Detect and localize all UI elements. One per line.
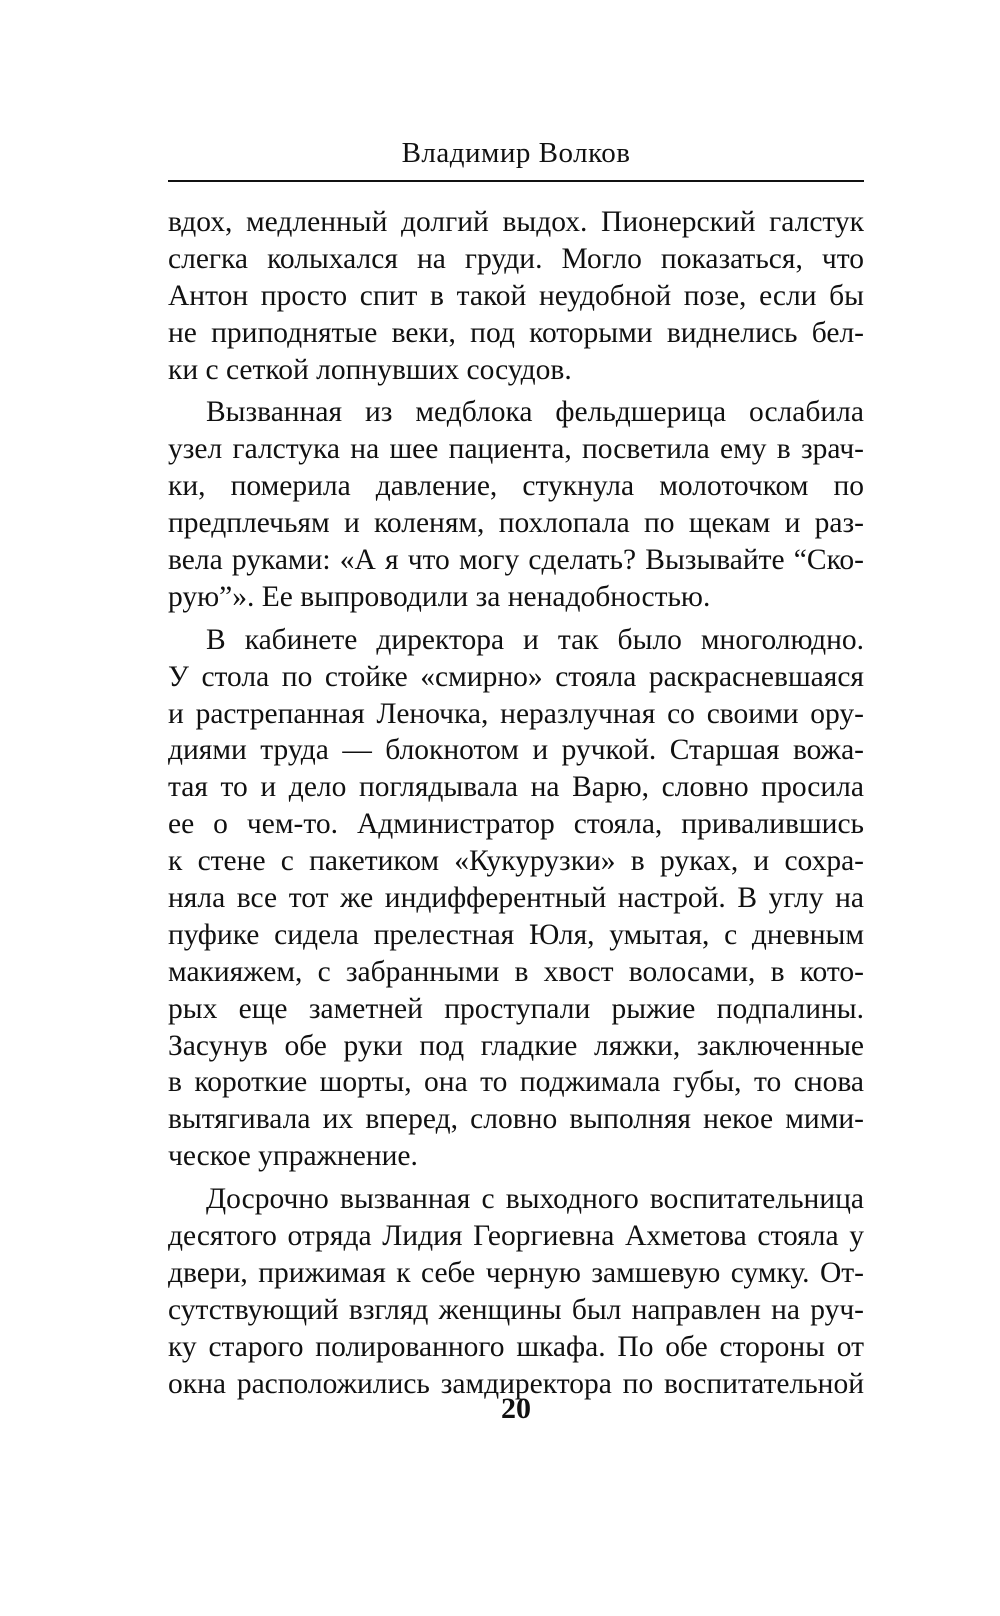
text-line: макияжем, с забранными в хвост волосами, в кото- bbox=[168, 955, 864, 988]
text-line: слегка колыхался на груди. Могло показаться, что bbox=[168, 242, 864, 275]
text-line: к стене с пакетиком «Кукурузки» в руках, и сохра- bbox=[168, 845, 864, 878]
running-head-author: Владимир Волков bbox=[401, 137, 631, 169]
text-line: окна расположились замдиректора по воспитательной bbox=[168, 1367, 864, 1400]
text-line: вытягивала их вперед, словно выполняя некое мими- bbox=[168, 1103, 864, 1136]
text-line: двери, прижимая к себе черную замшевую сумку. От- bbox=[168, 1256, 864, 1289]
text-line: пуфике сидела прелестная Юля, умытая, с дневным bbox=[168, 918, 864, 951]
text-line: ческое упражнение. bbox=[168, 1140, 418, 1173]
text-line: няла все тот же индифферентный настрой. В углу на bbox=[168, 882, 864, 915]
text-line: У стола по стойке «смирно» стояла раскрасневшаяся bbox=[168, 660, 864, 693]
text-line: рую”». Ее выпроводили за ненадобностью. bbox=[168, 580, 711, 613]
text-line: Засунув обе руки под гладкие ляжки, заключенные bbox=[168, 1029, 864, 1062]
text-line: ку старого полированного шкафа. По обе стороны от bbox=[168, 1330, 864, 1363]
text-line: узел галстука на шее пациента, посветила ему в зрач- bbox=[168, 433, 864, 466]
text-line: сутствующий взгляд женщины был направлен на руч- bbox=[168, 1293, 864, 1326]
text-line: вдох, медленный долгий выдох. Пионерский галстук bbox=[168, 206, 864, 238]
text-line: В кабинете директора и так было многолюдно. bbox=[206, 623, 864, 656]
text-line: Досрочно вызванная с выходного воспитательница bbox=[206, 1183, 864, 1216]
text-line: вела руками: «А я что могу сделать? Вызывайте “Ско- bbox=[168, 544, 864, 577]
text-line: ки, померила давление, стукнула молоточком по bbox=[168, 470, 864, 503]
text-line: Антон просто спит в такой неудобной позе, если бы bbox=[168, 279, 864, 312]
text-line: десятого отряда Лидия Георгиевна Ахметова стояла у bbox=[168, 1220, 864, 1253]
text-line: и растрепанная Леночка, неразлучная со своими ору- bbox=[168, 697, 864, 730]
text-line: Вызванная из медблока фельдшерица ослабила bbox=[206, 396, 864, 429]
text-line: в короткие шорты, она то поджимала губы, то снова bbox=[168, 1066, 864, 1099]
text-line: диями труда — блокнотом и ручкой. Старшая вожа- bbox=[168, 734, 864, 767]
text-line: предплечьям и коленям, похлопала по щекам и раз- bbox=[168, 507, 864, 540]
page-number: 20 bbox=[501, 1392, 531, 1425]
text-line: не приподнятые веки, под которыми виднелись бел- bbox=[168, 316, 864, 349]
body-text bbox=[168, 204, 864, 1403]
text-line: ки с сеткой лопнувших сосудов. bbox=[168, 353, 572, 386]
text-line: рых еще заметней проступали рыжие подпалины. bbox=[168, 992, 864, 1025]
text-line: тая то и дело поглядывала на Варю, словно просила bbox=[168, 771, 864, 804]
text-line: ее о чем-то. Администратор стояла, привалившись bbox=[168, 808, 864, 841]
header-rule bbox=[168, 180, 864, 182]
